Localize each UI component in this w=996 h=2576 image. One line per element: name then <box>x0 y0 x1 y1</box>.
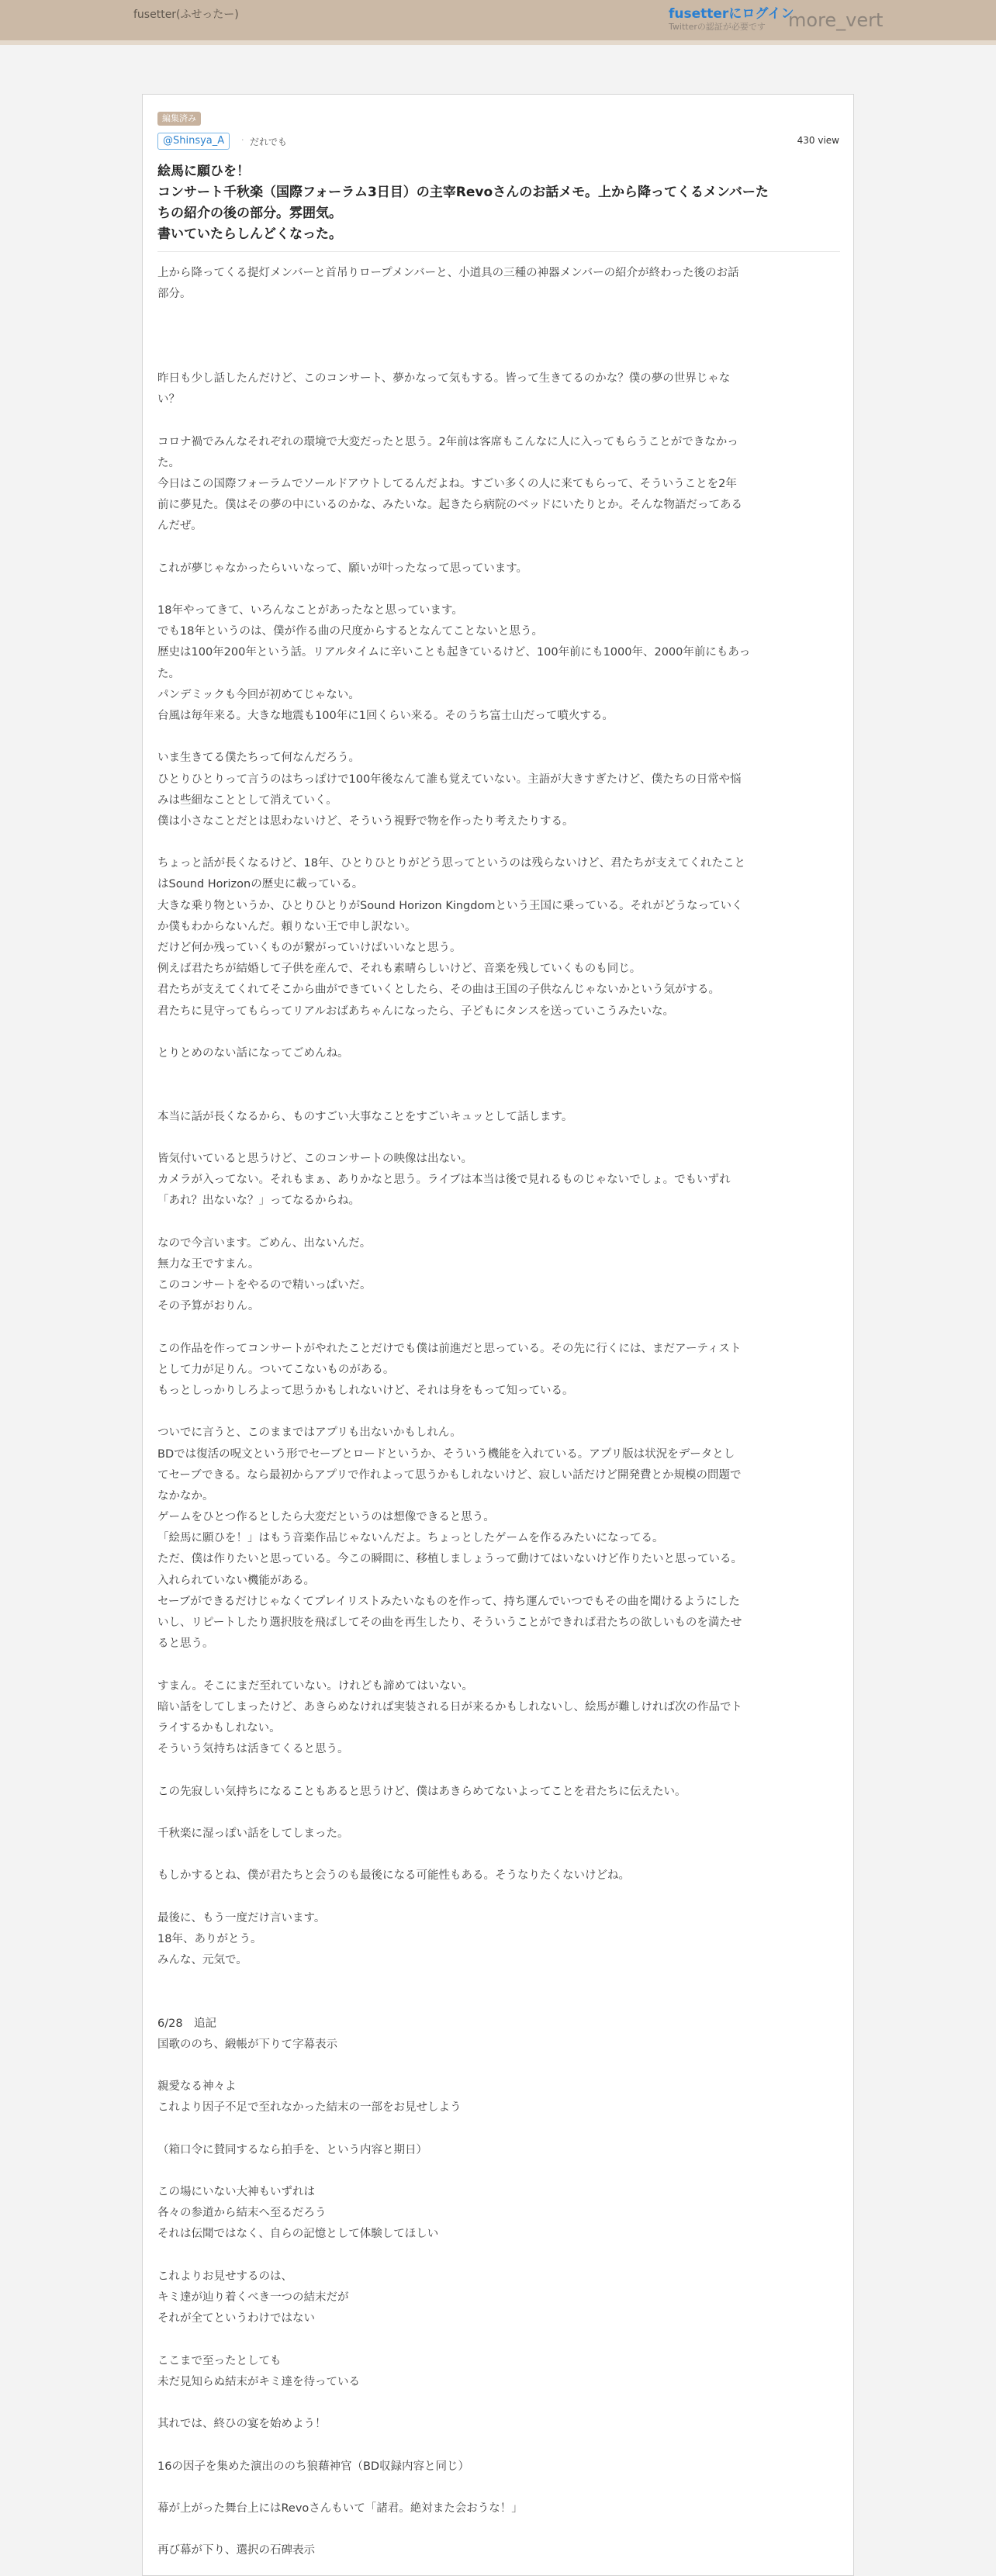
body-line: 部分。 <box>157 288 192 301</box>
body-line: このコンサートをやるので精いっぱいだ。 <box>157 1279 372 1291</box>
body-blank-line <box>157 2329 840 2350</box>
body-line: （箱口令に賛同するなら拍手を、という内容と期日） <box>157 2143 427 2156</box>
body-blank-line <box>157 348 840 368</box>
body-blank-line <box>157 2161 840 2182</box>
body-line: ゲームをひとつ作るとしたら大変だというのは想像できると思う。 <box>157 1511 495 1524</box>
body-line: 今日はこの国際フォーラムでソールドアウトしてるんだよね。すごい多くの人に来てもらって、そういうことを2年 <box>157 477 737 490</box>
post-title-line: ちの紹介の後の部分。雰囲気。 <box>157 206 342 221</box>
body-line: ひとりひとりって言うのはちっぽけで100年後なんて誰も覚えていない。主語が大きすぎたけど、僕たちの日常や悩 <box>157 773 742 786</box>
body-line: 親愛なる神々よ <box>157 2080 237 2094</box>
body-line: みんな、元気で。 <box>157 1954 247 1966</box>
body-line: でも18年というのは、僕が作る曲の尺度からするとなんてことないと思う。 <box>157 625 543 638</box>
body-line: それが全てというわけではない <box>157 2312 315 2325</box>
body-line: だけど何か残っていくものが繋がっていけばいいなと思う。 <box>157 942 462 954</box>
body-line: これが夢じゃなかったらいいなって、願いが叶ったなって思っています。 <box>157 562 528 575</box>
body-blank-line <box>157 1886 840 1907</box>
body-line: 18年やってきて、いろんなことがあったなと思っています。 <box>157 604 463 617</box>
login-link[interactable]: fusetterにログイン <box>669 6 794 22</box>
body-line: 16の因子を集めた演出ののち狼藉神官（BD収録内容と同じ） <box>157 2460 470 2473</box>
body-line: 「絵馬に願ひを！」はもう音楽作品じゃないんだよ。ちょっとしたゲームを作るみたいになってる。 <box>157 1532 664 1545</box>
body-blank-line <box>157 1971 840 1992</box>
body-blank-line <box>157 1760 840 1781</box>
body-line: いま生きてる僕たちって何なんだろう。 <box>157 752 360 765</box>
body-blank-line <box>157 1803 840 1824</box>
body-line: 入れられていない機能がある。 <box>157 1574 315 1587</box>
body-blank-line <box>157 2435 840 2456</box>
post-title-line: 絵馬に願ひを！ <box>157 164 250 179</box>
body-blank-line <box>157 832 840 853</box>
body-line: はSound Horizonの歴史に載っている。 <box>157 878 364 891</box>
body-line: 「あれ？出ないな？」ってなるからね。 <box>157 1195 360 1208</box>
post-title <box>157 161 840 245</box>
body-line: 暗い話をしてしまったけど、あきらめなければ実装される日が来るかもしれないし、絵馬が難しければ次の作品でト <box>157 1700 742 1713</box>
body-line: 昨日も少し話したんだけど、このコンサート、夢かなって気もする。皆って生きてるのかな？僕の夢の世界じゃな <box>157 372 731 385</box>
body-line: BDでは復活の呪文という形でセーブとロードというか、そういう機能を入れている。アプリ版は状況をデータとし <box>157 1447 735 1461</box>
body-line: 6/28 追記 <box>157 2017 217 2030</box>
view-count: 430 view <box>797 135 839 146</box>
body-line: 無力な王ですまん。 <box>157 1257 260 1271</box>
top-app-bar <box>0 0 996 45</box>
body-line: 僕は小さなことだとは思わないけど、そういう視野で物を作ったり考えたりする。 <box>157 814 574 828</box>
body-line: すまん。そこにまだ至れていない。けれども諦めてはいない。 <box>157 1679 473 1693</box>
body-line: 前に夢見た。僕はその夢の中にいるのかな、みたいな。起きたら病院のベッドにいたりとか。そんな物語だってある <box>157 499 742 512</box>
body-line: コロナ禍でみんなそれぞれの環境で大変だったと思う。2年前は客席もこんなに人に入ってもらうことができなかっ <box>157 435 738 448</box>
body-line: ついでに言うと、このままではアプリも出ないかもしれん。 <box>157 1426 462 1440</box>
meta-separator: · <box>241 135 244 145</box>
edited-badge: 編集済み <box>157 112 201 126</box>
body-line: これよりお見せするのは、 <box>157 2270 292 2283</box>
more-vert-icon[interactable]: more_vert <box>788 9 884 31</box>
body-line: パンデミックも今回が初めてじゃない。 <box>157 688 360 701</box>
body-line: 君たちが支えてくれてそこから曲ができていくとしたら、その曲は王国の子供なんじゃないかという気がする。 <box>157 984 720 997</box>
body-line: いし、リピートしたり選択肢を飛ばしてその曲を再生したり、そういうことができれば君たちの欲しいものを満たせ <box>157 1616 742 1629</box>
body-line: 例えば君たちが結婚して子供を産んで、それも素晴らしいけど、音楽を残していくものも同じ。 <box>157 963 642 976</box>
body-line: 本当に話が長くなるから、ものすごい大事なことをすごいキュッとして話します。 <box>157 1110 573 1123</box>
body-blank-line <box>157 1085 840 1106</box>
body-line: ると思う。 <box>157 1637 214 1651</box>
body-blank-line <box>157 1845 840 1865</box>
body-blank-line <box>157 305 840 326</box>
body-line: セーブができるだけじゃなくてプレイリストみたいなものを作って、持ち運んでいつでもその曲を聞けるようにした <box>157 1595 740 1608</box>
body-line: 上から降ってくる提灯メンバーと首吊りロープメンバーと、小道具の三種の神器メンバーの紹介が終わった後のお話 <box>157 267 739 279</box>
body-line: 国歌ののち、緞帳が下りて字幕表示 <box>157 2038 337 2051</box>
body-line: みは些細なこととして消えていく。 <box>157 794 337 807</box>
body-line: 幕が上がった舞台上にはRevoさんもいて「諸君。絶対また会おうな！」 <box>157 2502 523 2515</box>
body-blank-line <box>157 727 840 748</box>
author-handle[interactable]: @Shinsya_A <box>157 133 230 150</box>
body-line: として力が足りん。ついてこないものがある。 <box>157 1363 395 1376</box>
body-blank-line <box>157 1655 840 1675</box>
body-line: 皆気付いていると思うけど、このコンサートの映像は出ない。 <box>157 1152 472 1165</box>
title-divider <box>157 251 840 252</box>
body-line: この場にいない大神もいずれは <box>157 2186 315 2199</box>
body-line: 再び幕が下り、選択の石碑表示 <box>157 2544 315 2557</box>
body-line: とりとめのない話になってごめんね。 <box>157 1046 349 1060</box>
body-blank-line <box>157 1317 840 1338</box>
body-line: もっとしっかりしろよって思うかもしれないけど、それは身をもって知っている。 <box>157 1384 574 1397</box>
body-line: てセーブできる。なら最初からアプリで作れよって思うかもしれないけど、寂しい話だけど開発費とか規模の問題で <box>157 1468 742 1482</box>
body-blank-line <box>157 1212 840 1233</box>
body-line: ライするかもしれない。 <box>157 1721 281 1734</box>
login-block <box>669 6 794 33</box>
body-line: この先寂しい気持ちになることもあると思うけど、僕はあきらめてないよってことを君たちに伝えたい。 <box>157 1785 686 1798</box>
body-line: それは伝聞ではなく、自らの記憶として体験してほしい <box>157 2228 439 2241</box>
body-blank-line <box>157 2519 840 2540</box>
body-line: 其れでは、終ひの宴を始めよう！ <box>157 2418 327 2431</box>
body-blank-line <box>157 410 840 431</box>
body-line: そういう気持ちは活きてくると思う。 <box>157 1743 349 1756</box>
body-line: ちょっと話が長くなるけど、18年、ひとりひとりがどう思ってというのは残らないけど、君たちが支えてくれたこと <box>157 857 745 870</box>
body-line: ただ、僕は作りたいと思っている。今この瞬間に、移植しましょうって動けてはいないけど作りたいと思っている。 <box>157 1553 742 1566</box>
body-blank-line <box>157 2477 840 2498</box>
body-blank-line <box>157 537 840 558</box>
audience-label: だれでも <box>250 137 288 147</box>
body-blank-line <box>157 2056 840 2076</box>
body-blank-line <box>157 1128 840 1149</box>
body-line: 未だ見知らぬ結末がキミ達を待っている <box>157 2375 360 2388</box>
login-note: Twitterの認証が必要です <box>669 22 766 32</box>
body-line: なかなか。 <box>157 1489 214 1502</box>
body-line: 君たちに見守ってもらってリアルおばあちゃんになったら、子どもにタンスを送っていこうみたいな。 <box>157 1004 674 1018</box>
body-blank-line <box>157 2393 840 2414</box>
site-brand[interactable]: fusetter(ふせったー) <box>133 9 239 21</box>
body-line: その予算がおりん。 <box>157 1300 260 1313</box>
body-line: 歴史は100年200年という話。リアルタイムに辛いことも起きているけど、100年前にも1000年、2000年前にもあっ <box>157 646 751 659</box>
body-line: 千秋楽に湿っぽい話をしてしまった。 <box>157 1827 349 1840</box>
body-line: キミ達が辿り着くべき一つの結末だが <box>157 2291 349 2304</box>
body-line: なので今言います。ごめん、出ないんだ。 <box>157 1236 372 1250</box>
post-title-line: コンサート千秋楽（国際フォーラム3日目）の主宰Revoさんのお話メモ。上から降ってくるメンバーた <box>157 185 769 200</box>
body-line: この作品を作ってコンサートがやれたことだけでも僕は前進だと思っている。その先に行くには、まだアーティスト <box>157 1342 742 1355</box>
body-line: 最後に、もう一度だけ言います。 <box>157 1911 326 1924</box>
body-line: た。 <box>157 667 180 680</box>
body-blank-line <box>157 1992 840 2013</box>
body-blank-line <box>157 1402 840 1423</box>
body-line: カメラが入ってない。それもまぁ、ありかなと思う。ライブは本当は後で見れるものじゃないでしょ。でもいずれ <box>157 1174 731 1187</box>
body-line: か僕もわからないんだ。頼りない王で申し訳ない。 <box>157 920 417 933</box>
body-line: 各々の参道から結末へ至るだろう <box>157 2207 327 2220</box>
body-line: 18年、ありがとう。 <box>157 1932 262 1945</box>
body-blank-line <box>157 2246 840 2267</box>
body-blank-line <box>157 1064 840 1085</box>
body-blank-line <box>157 327 840 348</box>
body-line: 台風は毎年来る。大きな地震も100年に1回くらい来る。そのうち富士山だって噴火する。 <box>157 709 614 722</box>
body-line: んだぜ。 <box>157 520 202 533</box>
body-line: 大きな乗り物というか、ひとりひとりがSound Horizon Kingdomという王国に乗っている。それがどうなっていく <box>157 899 743 912</box>
post-title-line: 書いていたらしんどくなった。 <box>157 226 342 242</box>
body-line: これより因子不足で至れなかった結末の一部をお見せしよう <box>157 2101 462 2114</box>
body-line: い？ <box>157 393 180 406</box>
body-blank-line <box>157 2119 840 2140</box>
body-blank-line <box>157 579 840 600</box>
body-line: ここまで至ったとしても <box>157 2354 282 2367</box>
post-card <box>142 94 854 2576</box>
body-line: た。 <box>157 456 180 469</box>
body-line: もしかするとね、僕が君たちと会うのも最後になる可能性もある。そうなりたくないけどね。 <box>157 1869 630 1883</box>
body-blank-line <box>157 1022 840 1043</box>
post-body <box>157 263 840 2561</box>
